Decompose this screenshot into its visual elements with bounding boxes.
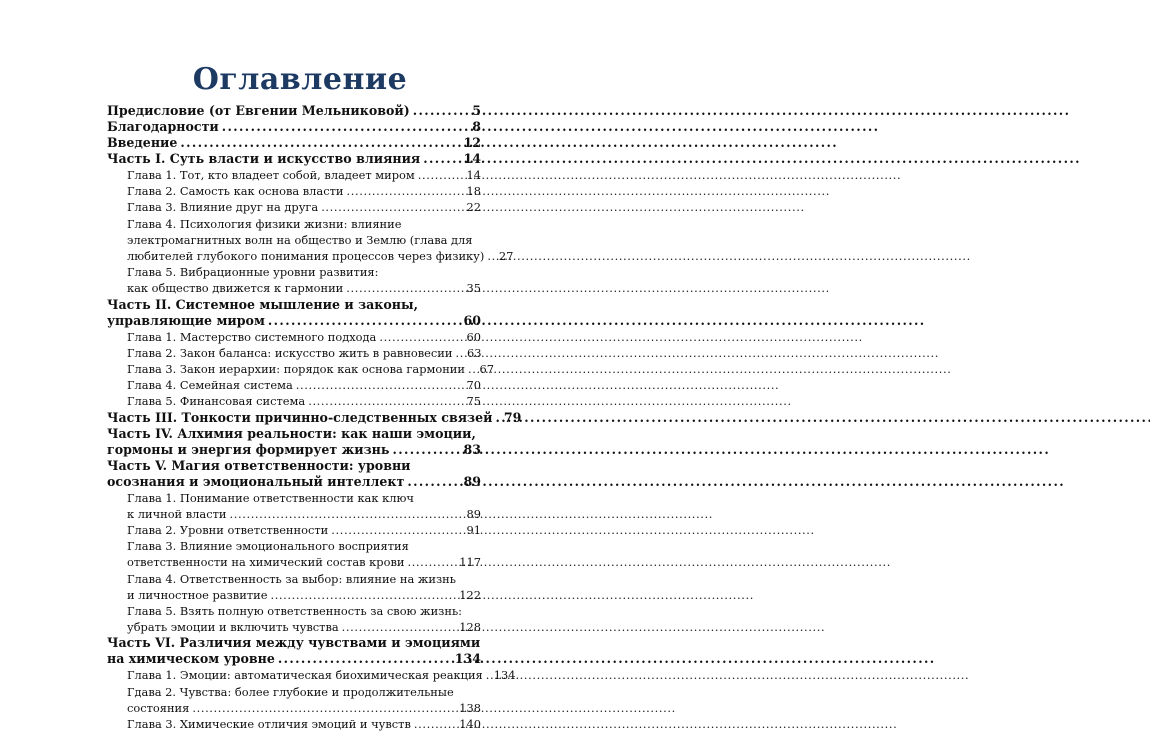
entry-title-line: Глава 1. Эмоции: автоматическая биохимическая реакция xyxy=(127,668,483,683)
entry-title-line: на химическом уровне xyxy=(107,651,275,667)
toc-chapter-entry xyxy=(107,716,481,732)
entry-title-line: как общество движется к гармонии xyxy=(127,281,344,296)
toc-chapter-entry xyxy=(107,167,481,183)
dot-leader xyxy=(413,103,461,119)
page-number: 117 xyxy=(459,555,481,570)
table-of-contents xyxy=(107,103,522,732)
toc-chapter-entry xyxy=(107,329,481,345)
toc-part-entry xyxy=(107,297,481,329)
toc-chapter-entry xyxy=(107,183,481,199)
dot-leader xyxy=(331,522,461,538)
page-number: 60 xyxy=(463,312,481,328)
toc-chapter-entry xyxy=(107,377,481,393)
entry-title-line: Часть I. Суть власти и искусство влияния xyxy=(107,151,421,166)
page-number: 140 xyxy=(459,717,481,732)
dot-leader xyxy=(308,393,461,409)
page-number: 75 xyxy=(466,394,481,409)
page-number: 89 xyxy=(463,473,481,489)
entry-title-line: Гдава 2. Чувства: более глубокие и продолжительные xyxy=(127,684,454,699)
entry-title-line: Глава 4. Психология физики жизни: влияние xyxy=(127,216,402,231)
page-number: 22 xyxy=(466,200,481,215)
entry-title-line: Глава 2. Закон баланса: искусство жить в равновесии xyxy=(127,345,453,360)
toc-part-entry xyxy=(107,426,481,458)
page-number: 134 xyxy=(493,668,516,683)
entry-title-line: Часть II. Системное мышление и законы, xyxy=(107,296,419,312)
entry-title-line: Глава 2. Самость как основа власти xyxy=(127,184,344,199)
dot-leader xyxy=(346,183,461,199)
entry-title-line: Глава 1. Тот, кто владеет собой, владеет миром xyxy=(127,168,415,182)
page-number: 70 xyxy=(466,378,481,393)
toc-chapter-entry xyxy=(107,264,481,296)
dot-leader xyxy=(407,554,457,570)
toc-part-entry xyxy=(107,135,481,151)
toc-part-entry xyxy=(107,119,481,135)
entry-title-line: ответственности на химический состав крови xyxy=(127,555,405,570)
dot-leader xyxy=(392,442,461,458)
toc-chapter-entry xyxy=(107,522,481,538)
toc-chapter-entry xyxy=(107,667,516,683)
page-number: 8 xyxy=(472,119,481,134)
toc-part-entry xyxy=(107,409,522,426)
dot-leader xyxy=(486,667,492,683)
page-number: 122 xyxy=(459,587,481,602)
entry-title-line: Глава 1. Мастерство системного подхода xyxy=(127,329,377,344)
entry-title-line: убрать эмоции и включить чувства xyxy=(127,620,339,635)
dot-leader xyxy=(495,410,501,426)
entry-title-line: Глава 4. Семейная система xyxy=(127,378,293,393)
entry-title-line: Глава 5. Финансовая система xyxy=(127,394,306,409)
page-number: 5 xyxy=(472,103,481,118)
dot-leader xyxy=(487,248,493,264)
dot-leader xyxy=(407,474,461,490)
dot-leader xyxy=(222,119,461,135)
toc-chapter-entry xyxy=(107,490,481,522)
page-number: 12 xyxy=(463,135,481,150)
entry-title-line: электромагнитных волн на общество и Землю (глава для xyxy=(127,232,473,247)
toc-chapter-entry xyxy=(107,538,481,570)
toc-part-entry xyxy=(107,458,481,490)
entry-title-line: Глава 1. Понимание ответственности как ключ xyxy=(127,490,414,505)
toc-chapter-entry xyxy=(107,393,481,409)
dot-leader xyxy=(379,329,461,345)
entry-title-line: любителей глубокого понимания процессов через физику) xyxy=(127,249,485,264)
dot-leader xyxy=(270,587,457,603)
dot-leader xyxy=(296,377,461,393)
page-title: Оглавление xyxy=(192,62,408,97)
entry-title-line: Глава 3. Влияние друг на друга xyxy=(127,200,319,215)
entry-title-line: Часть III. Тонкости причинно-следственных связей xyxy=(107,409,493,425)
entry-title-line: Введение xyxy=(107,135,178,150)
entry-title-line: Часть VI. Различия между чувствами и эмоциями xyxy=(107,635,481,651)
entry-title-line: состояния xyxy=(127,700,190,715)
page-number: 91 xyxy=(466,523,481,538)
dot-leader xyxy=(342,619,458,635)
dot-leader xyxy=(229,506,461,522)
page-number: 14 xyxy=(463,151,481,166)
dot-leader xyxy=(456,345,462,361)
entry-title-line: Глава 2. Уровни ответственности xyxy=(127,523,329,538)
page-number: 128 xyxy=(459,620,481,635)
page-number: 83 xyxy=(463,441,481,457)
toc-chapter-entry xyxy=(107,571,481,603)
entry-title-line: Глава 3. Закон иерархии: порядок как основа гармонии xyxy=(127,362,465,377)
dot-leader xyxy=(268,313,461,329)
entry-title-line: управляющие миром xyxy=(107,312,265,328)
toc-part-entry xyxy=(107,635,481,667)
toc-chapter-entry xyxy=(107,684,481,716)
entry-title-line: Глава 3. Химические отличия эмоций и чувств xyxy=(127,717,411,732)
entry-title-line: Глава 5. Вибрационные уровни развития: xyxy=(127,265,379,280)
entry-title-line: Предисловие (от Евгении Мельниковой) xyxy=(107,103,410,118)
page-number: 89 xyxy=(466,506,481,521)
entry-title-line: осознания и эмоциональный интеллект xyxy=(107,473,405,489)
page-number: 35 xyxy=(466,281,481,296)
dot-leader xyxy=(278,651,453,667)
page-number: 18 xyxy=(466,184,481,199)
dot-leader xyxy=(423,151,461,167)
entry-title-line: Часть IV. Алхимия реальности: как наши эмоции, xyxy=(107,425,476,441)
toc-chapter-entry xyxy=(107,603,481,635)
toc-chapter-entry xyxy=(107,216,514,265)
dot-leader xyxy=(192,700,457,716)
entry-title-line: к личной власти xyxy=(127,506,227,521)
toc-chapter-entry xyxy=(107,199,481,215)
page-number: 138 xyxy=(459,700,481,715)
page-number: 79 xyxy=(503,409,522,425)
page-number: 14 xyxy=(466,168,481,182)
entry-title-line: и личностное развитие xyxy=(127,587,268,602)
dot-leader xyxy=(321,199,461,215)
dot-leader xyxy=(414,716,457,732)
toc-chapter-entry xyxy=(107,361,494,377)
dot-leader xyxy=(180,135,461,151)
entry-title-line: гормоны и энергия формирует жизнь xyxy=(107,441,390,457)
dot-leader xyxy=(468,361,474,377)
page-number: 67 xyxy=(479,362,494,377)
entry-title-line: Глава 5. Взять полную ответственность за свою жизнь: xyxy=(127,604,463,619)
toc-chapter-entry xyxy=(107,345,481,361)
entry-title-line: Благодарности xyxy=(107,119,219,134)
page-number: 63 xyxy=(467,345,482,360)
dot-leader xyxy=(418,167,461,183)
page-number: 27 xyxy=(498,249,514,264)
page-number: 134 xyxy=(454,651,481,667)
entry-title-line: Часть V. Магия ответственности: уровни xyxy=(107,457,411,473)
page-number: 60 xyxy=(466,329,481,344)
toc-part-entry xyxy=(107,151,481,167)
entry-title-line: Глава 3. Влияние эмоционального восприятия xyxy=(127,539,409,554)
entry-title-line: Глава 4. Ответственность за выбор: влияние на жизнь xyxy=(127,571,456,586)
dot-leader xyxy=(346,280,461,296)
toc-part-entry xyxy=(107,103,481,119)
